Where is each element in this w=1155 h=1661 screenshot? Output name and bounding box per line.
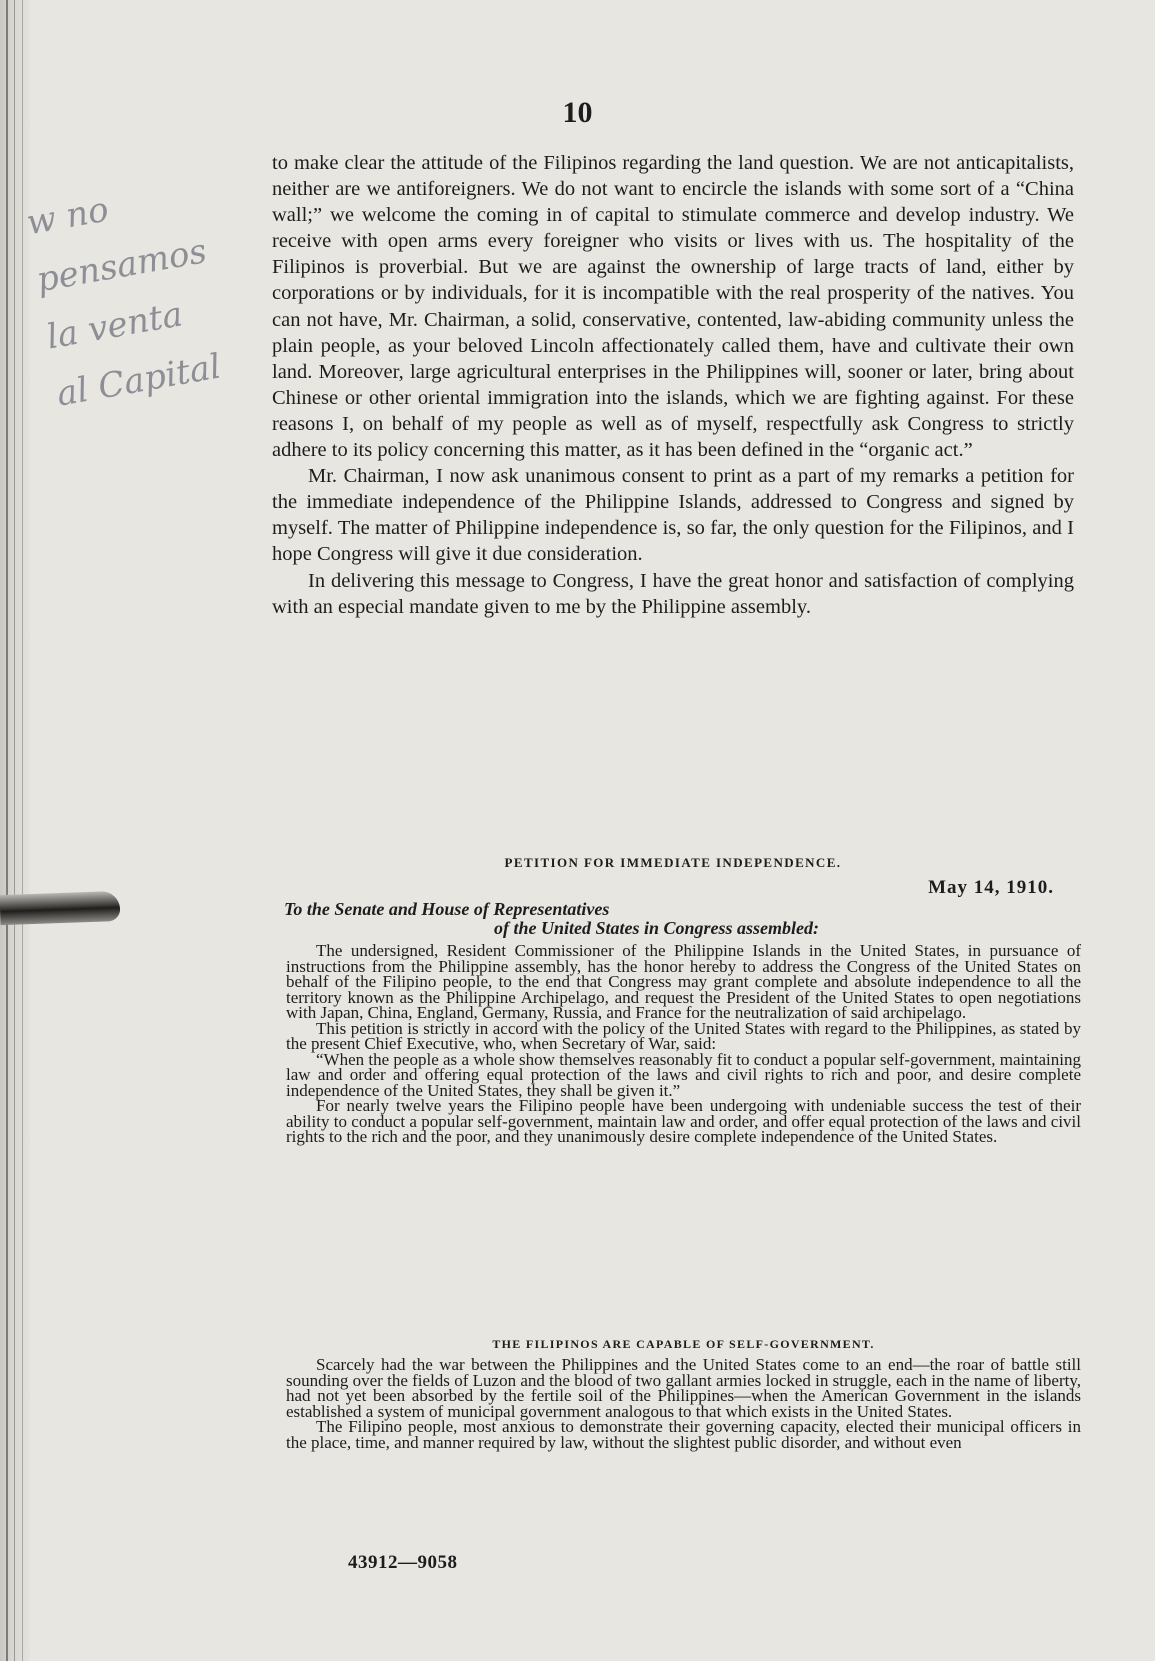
speech-text <box>272 150 1074 620</box>
paragraph-land-question: to make clear the attitude of the Filipinos regarding the land question. We are not anticapitalists, neither are we antiforeigners. We do not want to encircle the islands with some sort of a “China wall;” we welcome the coming in of capital to stimulate commerce and develop industry. We receive with open arms every foreigner who visits or lives with us. The hospitality of the Filipinos is proverbial. But we are against the ownership of large tracts of land, either by corporations or by individuals, for it is incompatible with the real prosperity of the natives. You can not have, Mr. Chairman, a solid, conservative, contented, law-abiding community unless the plain people, as your beloved Lincoln affectionately called them, have and cultivate their own land. Moreover, large agricultural enterprises in the Philippines will, sooner or later, bring about Chinese or other oriental immigration into the islands, which we are fighting against. For these reasons I, on behalf of my people as well as of myself, respectfully ask Congress to strictly adhere to its policy concerning this matter, as it has been defined in the “organic act.” <box>272 152 1074 462</box>
page-number: 10 <box>562 96 593 129</box>
address-line: To the Senate and House of Representatives <box>284 899 610 919</box>
margin-note-line: la venta <box>43 294 186 358</box>
petition-paragraph: This petition is strictly in accord with the policy of the United States with regard to the Philippines, as stated by the present Chief Executive, who, when Secretary of War, said: <box>286 1018 1081 1053</box>
address-line: of the United States in Congress assembled: <box>494 918 820 938</box>
petition-quote: “When the people as a whole show themselves reasonably fit to conduct a popular self-government, maintaining law and order and offering equal protection of the laws and civil rights to rich and poor, and desire complete independence of the United States, they shall be given it.” <box>286 1049 1081 1100</box>
margin-note-line: pensamos <box>33 231 210 301</box>
petition-heading: PETITION FOR IMMEDIATE INDEPENDENCE. <box>504 855 842 870</box>
section-paragraph: Scarcely had the war between the Philippines and the United States come to an end—the roar of battle still sounding over the fields of Luzon and the blood of two gallant armies locked in struggle, each in the name of liberty, had not yet been absorbed by the fertile soil of the Philippines—when the American Government in the islands established a system of municipal government analogous to that which exists in the United States. <box>286 1355 1081 1421</box>
margin-note-line: al Capital <box>53 346 224 415</box>
margin-note-line: w no <box>23 189 112 244</box>
petition-paragraph: For nearly twelve years the Filipino people have been undergoing with undeniable success the test of their ability to conduct a popular self-government, maintain law and order, and offer equal protection of the laws and civil rights to the rich and the poor, and they unanimously desire complete independence of the United States. <box>286 1096 1081 1146</box>
handwritten-margin-note <box>22 153 299 423</box>
paper-clip <box>0 891 120 925</box>
print-code: 43912—9058 <box>348 1552 458 1573</box>
section-heading: THE FILIPINOS ARE CAPABLE OF SELF-GOVERNMENT. <box>492 1337 875 1351</box>
section-paragraph: The Filipino people, most anxious to demonstrate their governing capacity, elected their municipal officers in the place, time, and manner required by law, without the slightest public disorder, and without even <box>286 1417 1081 1452</box>
page-binding-edge <box>0 0 30 1661</box>
petition-body <box>286 943 1081 1145</box>
petition-paragraph: The undersigned, Resident Commissioner of the Philippine Islands in the United States, in pursuance of instructions from the Philippine assembly, has the honor hereby to address the Congress of the United States on behalf of the Filipino people, to the end that Congress may grant complete and absolute independence to all the territory known as the Philippine Archipelago, and request the President of the United States to open negotiations with Japan, China, England, Germany, Russia, and France for the neutralization of said archipelago. <box>286 941 1081 1022</box>
paragraph-mandate: In delivering this message to Congress, I have the great honor and satisfaction of complying with an especial mandate given to me by the Philippine assembly. <box>272 569 1074 618</box>
paragraph-petition-request: Mr. Chairman, I now ask unanimous consent to print as a part of my remarks a petition for the immediate independence of the Philippine Islands, addressed to Congress and signed by myself. The matter of Philippine independence is, so far, the only question for the Filipinos, and I hope Congress will give it due consideration. <box>272 465 1074 566</box>
petition-date: May 14, 1910. <box>928 877 1054 898</box>
section-body <box>286 1357 1081 1450</box>
petition-address <box>284 900 1064 938</box>
